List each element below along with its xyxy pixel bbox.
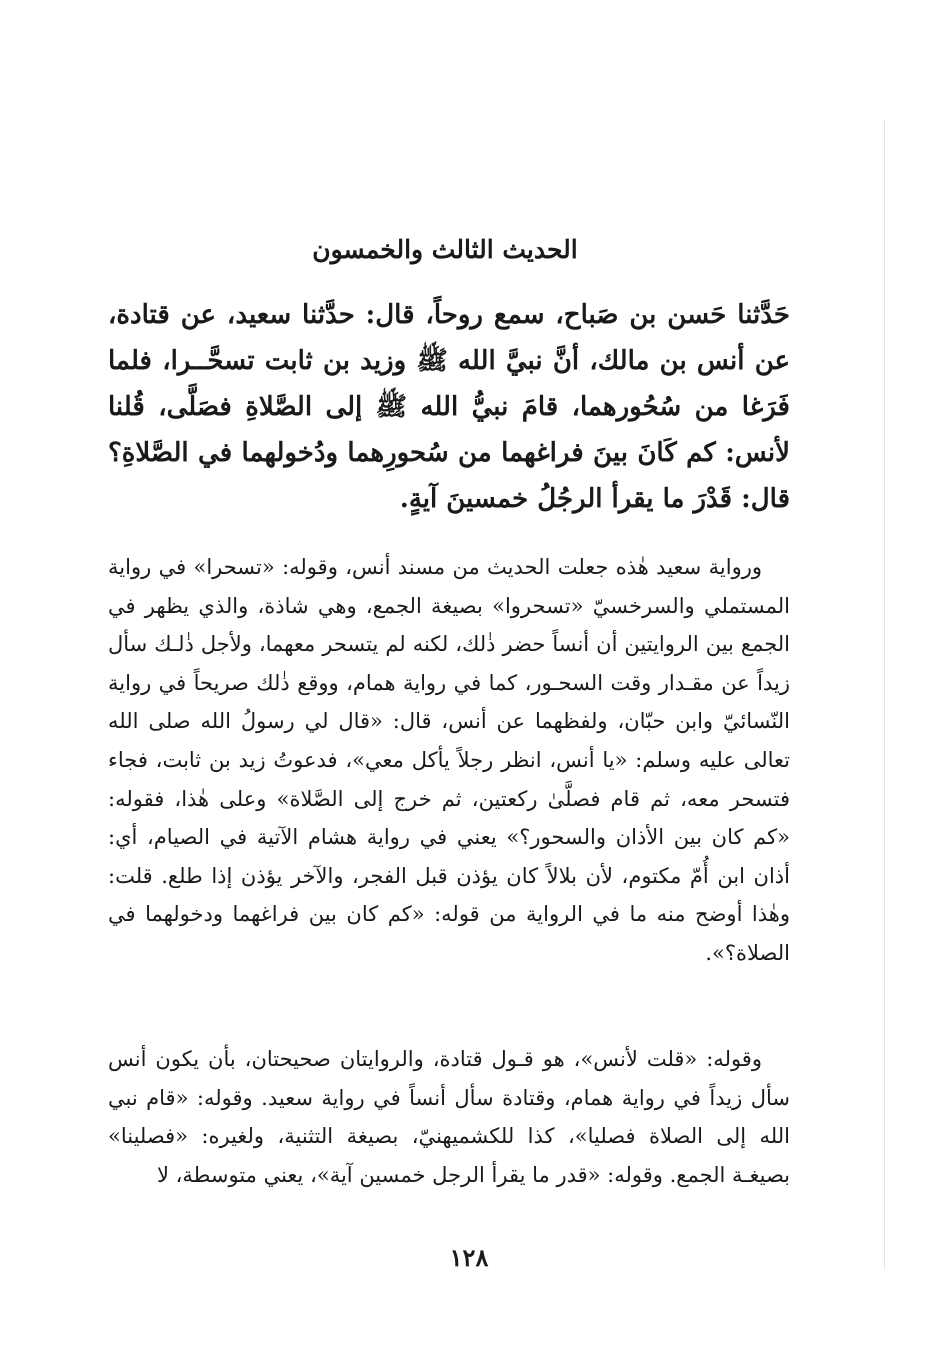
page-number: ١٢٨ xyxy=(449,1243,489,1272)
section-title: الحديث الثالث والخمسون xyxy=(312,235,578,264)
commentary-paragraph-2: وقوله: «قلت لأنس»، هو قـول قتادة، والروايتان صحيحتان، بأن يكون أنس سأل زيداً في رواية همام، وقتادة سأل أنساً في رواية سعيد. وقوله: «قام نبي الله إلى الصلاة فصليا»، كذا للكشميهنيّ، بصيغة التثنية، ولغيره: «فصلينا» بصيغـة الجمع. وقوله: «قدر ما يقرأ الرجل خمسين آية»، يعني متوسطة، لا xyxy=(108,1047,790,1187)
hadith-text: حَدَّثنا حَسن بن صَباح، سمع روحاً، قال: حدَّثنا سعيد، عن قتادة، عن أنس بن مالك، أنَّ نبيَّ الله ﷺ وزيد بن ثابت تسحَّــرا، فلما فَرَغا من سُحُورهما، قامَ نبيُّ الله ﷺ إلى الصَّلاةِ فصَلَّى، قُلنا لأنس: كم كَانَ بينَ فراغهما من سُحورِهما ودُخولهما في الصَّلاةِ؟ قال: قَدْرَ ما يقرأ الرجُلُ خمسينَ آيةٍ. xyxy=(108,300,790,514)
page-edge-divider xyxy=(884,120,885,1270)
commentary-paragraph-1: ورواية سعيد هٰذه جعلت الحديث من مسند أنس، وقوله: «تسحرا» في رواية المستملي والسرخسيّ «تسحروا» بصيغة الجمع، وهي شاذة، والذي يظهر في الجمع بين الروايتين أن أنساً حضر ذٰلك، لكنه لم يتسحر معهما، ولأجل ذٰلـك سأل زيداً عن مقـدار وقت السحـور، كما في رواية همام، ووقع ذٰلك صريحاً في رواية النّسائيّ وابن حبّان، ولفظهما عن أنس، قال: «قال لي رسولُ الله صلى الله تعالى عليه وسلم: «يا أنس، انظر رجلاً يأكل معي»، فدعوتُ زيد بن ثابت، فجاء فتسحر معه، ثم قام فصلَّىٰ ركعتين، ثم خرج إلى الصَّلاة» وعلى هٰذا، فقوله: «كم كان بين الأذان والسحور؟» يعني في رواية هشام الآتية في الصيام، أي: أذان ابن أُمّ مكتوم، لأن بلالاً كان يؤذن قبل الفجر، والآخر يؤذن إذا طلع. قلت: وهٰذا أوضح منه ما في الرواية من قوله: «كم كان بين فراغهما ودخولهما في الصلاة؟». xyxy=(108,555,790,965)
